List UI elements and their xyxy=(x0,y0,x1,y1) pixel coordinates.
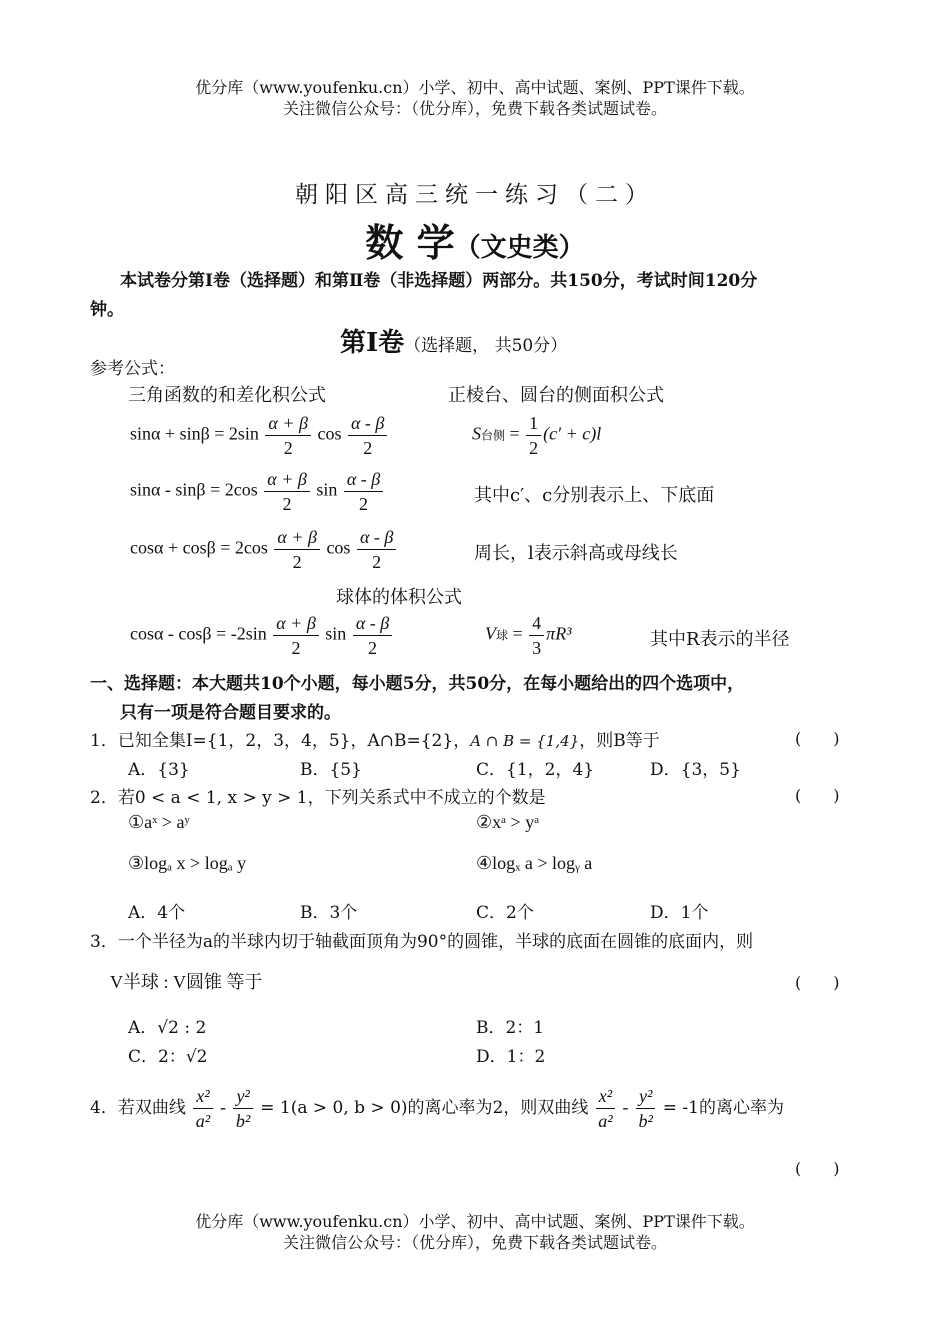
numerator: 1 xyxy=(526,411,541,436)
numerator: α + β xyxy=(273,611,319,636)
v-subscript: 球 xyxy=(496,628,509,643)
denominator: b² xyxy=(235,1111,251,1131)
denominator: 2 xyxy=(291,638,301,658)
numerator: α - β xyxy=(357,525,396,550)
lateral-desc-1: 其中c′、c分别表示上、下底面 xyxy=(474,485,715,506)
q2-item-4: ④logₓ a > logᵧ a xyxy=(476,853,593,873)
header-line-2: 关注微信公众号：（优分库），免费下载各类试题试卷。 xyxy=(282,99,667,118)
subject-name: 数 学 xyxy=(365,220,455,265)
formula-sphere-volume xyxy=(485,611,572,660)
s-symbol: S xyxy=(472,423,481,444)
fraction xyxy=(264,467,310,516)
formula-4-left: cosα - cosβ = -2sin xyxy=(130,623,267,644)
denominator: a² xyxy=(598,1111,613,1131)
part1-heading-1: 一、选择题：本大题共10个小题，每小题5分，共50分，在每小题给出的四个选项中， xyxy=(90,674,745,694)
sphere-volume-title: 球体的体积公式 xyxy=(336,587,462,608)
formula-diff-cos xyxy=(130,611,394,660)
fraction xyxy=(348,411,387,460)
fraction xyxy=(357,525,396,574)
q2-item-1: ①aˣ > aʸ xyxy=(128,812,190,832)
minus-sign: - xyxy=(622,1097,629,1117)
fraction xyxy=(274,525,320,574)
numerator: y² xyxy=(636,1084,655,1109)
denominator: b² xyxy=(638,1111,653,1131)
denominator: 2 xyxy=(363,438,373,458)
v-rest: πR³ xyxy=(546,623,572,644)
q3-option-b: B．2：1 xyxy=(476,1018,545,1038)
q2-option-d: D．1个 xyxy=(650,903,709,923)
formula-2-mid: sin xyxy=(316,479,338,500)
formula-3-mid: cos xyxy=(326,537,351,558)
q2-option-c: C．2个 xyxy=(476,903,534,923)
sphere-desc: 其中R表示的半径 xyxy=(650,629,790,650)
fraction xyxy=(353,611,392,660)
denominator: a² xyxy=(195,1111,211,1131)
numerator: α + β xyxy=(265,411,311,436)
q2-option-b: B．3个 xyxy=(300,903,358,923)
numerator: x² xyxy=(596,1084,615,1109)
numerator: 4 xyxy=(529,611,544,636)
formula-1-left: sinα + sinβ = 2sin xyxy=(130,423,259,444)
question-2-stem: 2．若0 < a < 1, x > y > 1，下列关系式中不成立的个数是 xyxy=(90,788,546,808)
fraction xyxy=(529,611,544,660)
numerator: α + β xyxy=(274,525,320,550)
q2-answer-paren: ( ) xyxy=(795,786,840,805)
denominator: 2 xyxy=(292,552,302,572)
question-3-stem-2: V半球 : V圆锥 等于 xyxy=(110,972,263,992)
q1-stem-end: ，则B等于 xyxy=(579,731,660,751)
q3-option-c: C．2：√2 xyxy=(128,1047,208,1067)
q2-item-2: ②xᵃ > yᵃ xyxy=(476,812,540,832)
fraction xyxy=(193,1084,212,1133)
minus-sign: - xyxy=(220,1097,227,1117)
trig-formula-title: 三角函数的和差化积公式 xyxy=(128,385,326,406)
header-line-1: 优分库（www.youfenku.cn）小学、初中、高中试题、案例、PPT课件下载。 xyxy=(195,78,755,97)
formula-4-mid: sin xyxy=(325,623,347,644)
lateral-desc-2: 周长，l表示斜高或母线长 xyxy=(474,543,678,564)
exam-title: 朝阳区高三统一练习（二） xyxy=(295,182,655,208)
formula-2-left: sinα - sinβ = 2cos xyxy=(130,479,258,500)
footer-line-1: 优分库（www.youfenku.cn）小学、初中、高中试题、案例、PPT课件下载。 xyxy=(195,1212,755,1231)
q4-answer-paren: ( ) xyxy=(795,1159,840,1178)
question-1-stem xyxy=(90,726,660,751)
denominator: 2 xyxy=(529,438,539,458)
s-rest: (c′ + c)l xyxy=(543,423,602,444)
q2-option-a: A．4个 xyxy=(128,903,186,923)
q2-item-3: ③logₐ x > logₐ y xyxy=(128,853,247,873)
numerator: x² xyxy=(193,1084,212,1109)
part1-heading-2: 只有一项是符合题目要求的。 xyxy=(120,703,341,723)
section-heading xyxy=(340,322,567,359)
formula-lateral-area xyxy=(472,411,601,460)
subject-title xyxy=(0,212,950,267)
fraction xyxy=(273,611,319,660)
formula-label: 参考公式： xyxy=(90,359,175,379)
denominator: 3 xyxy=(532,638,542,658)
q3-option-d: D．1：2 xyxy=(476,1047,546,1067)
q3-option-a: A．√2 : 2 xyxy=(128,1018,207,1038)
s-subscript: 台侧 xyxy=(481,428,506,443)
subject-category: （文史类） xyxy=(454,233,585,263)
q1-answer-paren: ( ) xyxy=(795,729,840,748)
fraction xyxy=(596,1084,615,1133)
numerator: α + β xyxy=(264,467,310,492)
formula-diff-sin xyxy=(130,467,385,516)
q1-option-a: A．{3} xyxy=(128,760,190,780)
q3-answer-paren: ( ) xyxy=(795,973,840,992)
denominator: 2 xyxy=(282,494,292,514)
q4-stem-c: = -1的离心率为 xyxy=(662,1098,784,1118)
equals: = xyxy=(512,623,523,644)
numerator: α - β xyxy=(344,467,383,492)
fraction xyxy=(636,1084,655,1133)
question-3-stem: 3．一个半径为a的半球内切于轴截面顶角为90°的圆锥，半球的底面在圆锥的底面内，则 xyxy=(90,932,754,952)
denominator: 2 xyxy=(359,494,369,514)
formula-sum-cos xyxy=(130,525,398,574)
section-heading-note: （选择题， 共50分） xyxy=(404,336,568,356)
fraction xyxy=(233,1084,252,1133)
footer-line-2: 关注微信公众号：（优分库），免费下载各类试题试卷。 xyxy=(282,1233,667,1252)
denominator: 2 xyxy=(372,552,382,572)
numerator: α - β xyxy=(353,611,392,636)
q4-stem-b: = 1(a > 0, b > 0)的离心率为2，则双曲线 xyxy=(260,1098,589,1118)
q1-option-d: D．{3，5} xyxy=(650,760,741,780)
v-symbol: V xyxy=(485,623,496,644)
q1-stem-math: A ∩ B = {1,4} xyxy=(470,732,580,750)
numerator: y² xyxy=(233,1084,252,1109)
denominator: 2 xyxy=(283,438,293,458)
formula-1-mid: cos xyxy=(317,423,342,444)
lateral-area-title: 正棱台、圆台的侧面积公式 xyxy=(448,385,664,406)
numerator: α - β xyxy=(348,411,387,436)
q1-option-c: C．{1，2，4} xyxy=(476,760,595,780)
formula-3-left: cosα + cosβ = 2cos xyxy=(130,537,268,558)
question-4-stem xyxy=(90,1084,784,1133)
intro-line-2: 钟。 xyxy=(90,300,124,320)
q1-stem-text: 1．已知全集I={1，2，3，4，5}，A∩B={2}， xyxy=(90,731,471,751)
fraction xyxy=(526,411,541,460)
section-heading-main: 第Ⅰ卷 xyxy=(340,328,405,358)
fraction xyxy=(344,467,383,516)
denominator: 2 xyxy=(368,638,378,658)
q4-stem-a: 4．若双曲线 xyxy=(90,1098,186,1118)
fraction xyxy=(265,411,311,460)
q1-option-b: B．{5} xyxy=(300,760,362,780)
formula-sum-sin xyxy=(130,411,389,460)
intro-line-1: 本试卷分第Ⅰ卷（选择题）和第Ⅱ卷（非选择题）两部分。共150分，考试时间120分 xyxy=(120,271,758,291)
equals: = xyxy=(509,423,520,444)
